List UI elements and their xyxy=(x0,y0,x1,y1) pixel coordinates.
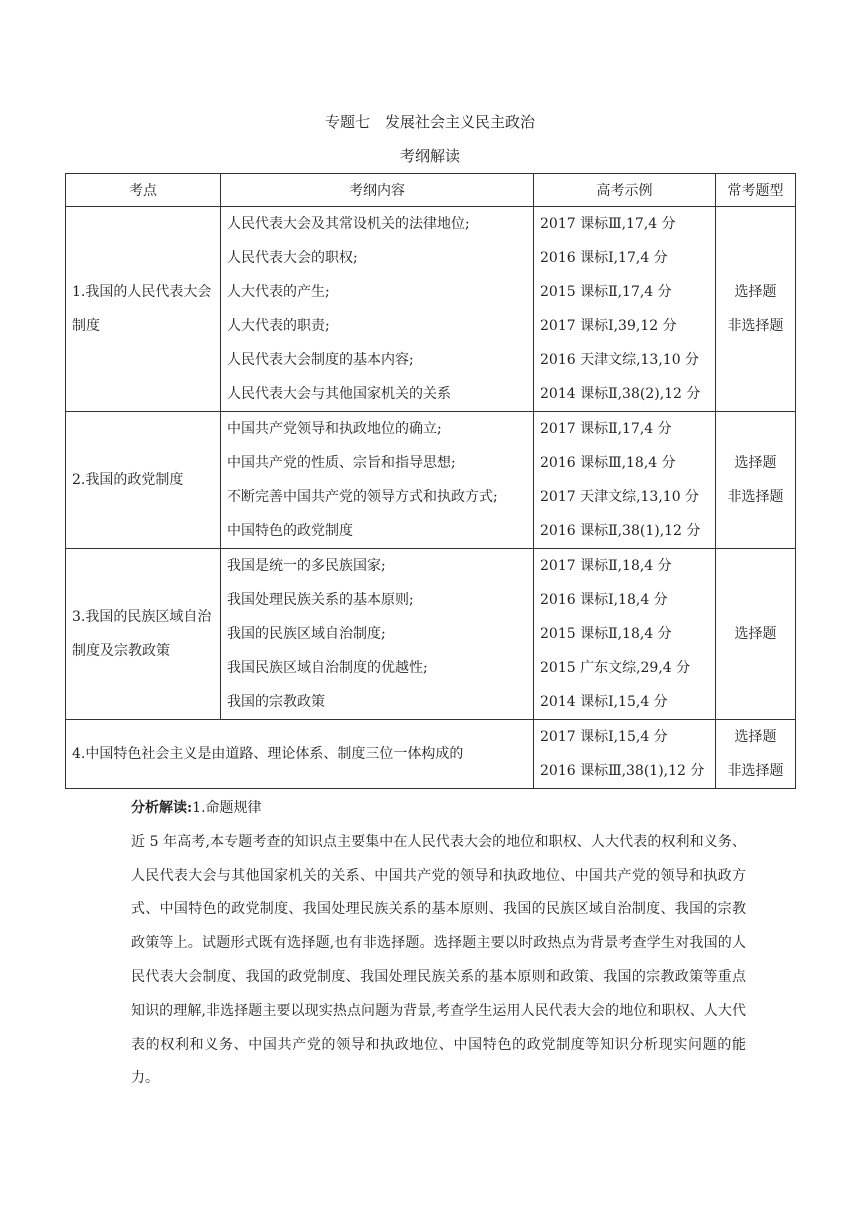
document-title: 专题七 发展社会主义民主政治 xyxy=(324,113,535,131)
analysis-section xyxy=(131,792,746,1096)
content-item: 我国的宗教政策 xyxy=(227,694,325,710)
question-type: 选择题 xyxy=(734,284,777,300)
content-item: 人民代表大会的职权; xyxy=(227,250,358,266)
examples-cell xyxy=(534,412,716,549)
table-row xyxy=(66,412,796,549)
content-item: 中国特色的政党制度 xyxy=(227,523,353,539)
example-item: 2016 课标Ⅰ,17,4 分 xyxy=(540,250,668,266)
example-item: 2015 课标Ⅱ,18,4 分 xyxy=(540,626,672,642)
table-row xyxy=(66,720,796,789)
question-type-cell xyxy=(716,412,796,549)
content-item: 不断完善中国共产党的领导方式和执政方式; xyxy=(227,489,498,505)
table-caption: 考纲解读 xyxy=(399,147,460,165)
example-item: 2015 课标Ⅱ,17,4 分 xyxy=(540,284,672,300)
examples-cell xyxy=(534,549,716,720)
example-item: 2016 课标Ⅰ,18,4 分 xyxy=(540,592,668,608)
question-type: 选择题 xyxy=(734,729,777,745)
topic-cell: 1.我国的人民代表大会制度 xyxy=(66,207,221,412)
content-item: 我国处理民族关系的基本原则; xyxy=(227,592,414,608)
example-item: 2016 天津文综,13,10 分 xyxy=(540,352,700,368)
example-item: 2017 课标Ⅰ,39,12 分 xyxy=(540,318,677,334)
examples-cell xyxy=(534,720,716,789)
analysis-paragraph: 近 5 年高考,本专题考查的知识点主要集中在人民代表大会的地位和职权、人大代表的权利和义务、人民代表大会与其他国家机关的关系、中国共产党的领导和执政地位、中国共产党的领导和执政方式、中国特色的政党制度、我国处理民族关系的基本原则、我国的民族区域自治制度、我国的宗教政策等上。试题形式既有选择题,也有非选择题。选择题主要以时政热点为背景考查学生对我国的人民代表大会制度、我国的政党制度、我国处理民族关系的基本原则和政策、我国的宗教政策等重点知识的理解,非选择题主要以现实热点问题为背景,考查学生运用人民代表大会的地位和职权、人大代表的权利和义务、中国共产党的领导和执政地位、中国特色的政党制度等知识分析现实问题的能力。 xyxy=(131,833,746,1087)
table-row xyxy=(66,549,796,720)
example-item: 2017 课标Ⅱ,18,4 分 xyxy=(540,558,672,574)
table-row xyxy=(66,207,796,412)
content-cell xyxy=(221,207,534,412)
question-type: 非选择题 xyxy=(727,318,784,334)
topic-cell-merged: 4.中国特色社会主义是由道路、理论体系、制度三位一体构成的 xyxy=(66,720,534,789)
header-question-type: 常考题型 xyxy=(716,174,796,207)
example-item: 2015 广东文综,29,4 分 xyxy=(540,660,691,676)
topic-cell: 2.我国的政党制度 xyxy=(66,412,221,549)
content-item: 我国民族区域自治制度的优越性; xyxy=(227,660,428,676)
example-item: 2017 天津文综,13,10 分 xyxy=(540,489,700,505)
question-type: 选择题 xyxy=(734,626,777,642)
example-item: 2017 课标Ⅲ,17,4 分 xyxy=(540,216,676,232)
question-type-cell xyxy=(716,207,796,412)
question-type-cell xyxy=(716,549,796,720)
example-item: 2016 课标Ⅲ,18,4 分 xyxy=(540,455,676,471)
analysis-subheading: 1.命题规律 xyxy=(192,800,262,816)
example-item: 2016 课标Ⅱ,38(1),12 分 xyxy=(540,523,701,539)
content-item: 人民代表大会制度的基本内容; xyxy=(227,352,414,368)
question-type-cell xyxy=(716,720,796,789)
content-cell xyxy=(221,549,534,720)
content-item: 人民代表大会及其常设机关的法律地位; xyxy=(227,216,470,232)
table-header-row xyxy=(66,174,796,207)
example-item: 2014 课标Ⅰ,15,4 分 xyxy=(540,694,668,710)
content-item: 中国共产党的性质、宗旨和指导思想; xyxy=(227,455,456,471)
example-item: 2017 课标Ⅰ,15,4 分 xyxy=(540,729,668,745)
content-item: 我国的民族区域自治制度; xyxy=(227,626,386,642)
header-topic: 考点 xyxy=(66,174,221,207)
question-type: 非选择题 xyxy=(727,489,784,505)
analysis-label: 分析解读: xyxy=(131,800,193,816)
content-item: 人民代表大会与其他国家机关的关系 xyxy=(227,386,451,402)
example-item: 2014 课标Ⅱ,38(2),12 分 xyxy=(540,386,701,402)
header-examples: 高考示例 xyxy=(534,174,716,207)
examples-cell xyxy=(534,207,716,412)
example-item: 2016 课标Ⅲ,38(1),12 分 xyxy=(540,763,705,779)
content-cell xyxy=(221,412,534,549)
topic-cell: 3.我国的民族区域自治制度及宗教政策 xyxy=(66,549,221,720)
content-item: 人大代表的职责; xyxy=(227,318,330,334)
question-type: 非选择题 xyxy=(727,763,784,779)
analysis-heading-line xyxy=(131,792,746,826)
example-item: 2017 课标Ⅱ,17,4 分 xyxy=(540,421,672,437)
exam-outline-table xyxy=(65,173,796,789)
content-item: 人大代表的产生; xyxy=(227,284,330,300)
question-type: 选择题 xyxy=(734,455,777,471)
content-item: 中国共产党领导和执政地位的确立; xyxy=(227,421,442,437)
content-item: 我国是统一的多民族国家; xyxy=(227,558,386,574)
header-content: 考纲内容 xyxy=(221,174,534,207)
